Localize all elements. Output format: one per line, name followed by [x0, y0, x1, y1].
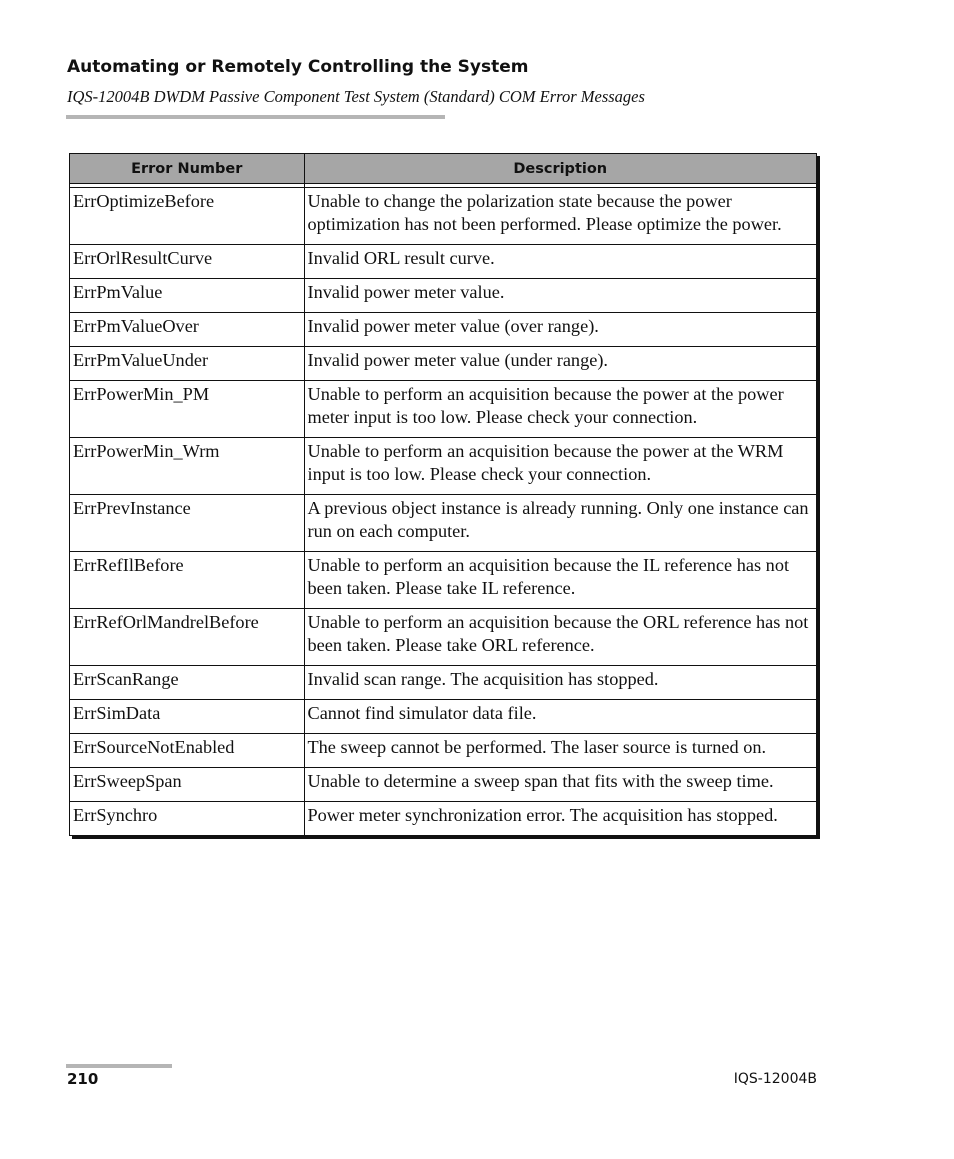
page-number: 210 — [67, 1070, 99, 1088]
error-number-cell: ErrSynchro — [70, 802, 304, 836]
error-number-cell: ErrRefOrlMandrelBefore — [70, 609, 304, 666]
table-row — [70, 188, 816, 245]
error-number-cell: ErrSimData — [70, 700, 304, 734]
error-number-cell: ErrPmValueUnder — [70, 347, 304, 381]
description-cell: Unable to perform an acquisition because the ORL reference has not been taken. Please take ORL reference. — [304, 609, 816, 666]
error-number-cell: ErrPowerMin_Wrm — [70, 438, 304, 495]
table-body — [70, 184, 816, 836]
description-cell: Unable to perform an acquisition because the power at the WRM input is too low. Please check your connection. — [304, 438, 816, 495]
table-row — [70, 552, 816, 609]
error-number-cell: ErrRefIlBefore — [70, 552, 304, 609]
error-number-cell: ErrSweepSpan — [70, 768, 304, 802]
table-row — [70, 438, 816, 495]
description-cell: The sweep cannot be performed. The laser source is turned on. — [304, 734, 816, 768]
description-cell: Invalid ORL result curve. — [304, 245, 816, 279]
error-number-cell: ErrSourceNotEnabled — [70, 734, 304, 768]
table-row — [70, 279, 816, 313]
section-title: Automating or Remotely Controlling the System — [67, 57, 529, 77]
table-row — [70, 666, 816, 700]
description-cell: Power meter synchronization error. The acquisition has stopped. — [307, 805, 778, 825]
description-cell: Unable to determine a sweep span that fits with the sweep time. — [304, 768, 816, 802]
description-cell: Invalid scan range. The acquisition has stopped. — [304, 666, 816, 700]
description-cell: Invalid power meter value (under range). — [304, 347, 816, 381]
description-cell: Cannot find simulator data file. — [304, 700, 816, 734]
table-row — [70, 495, 816, 552]
column-header-description: Description — [304, 154, 816, 184]
table-row — [70, 802, 816, 836]
description-cell: Unable to perform an acquisition because the power at the power meter input is too low. Please check your connection. — [304, 381, 816, 438]
table-header-row — [70, 154, 816, 184]
table-row — [70, 609, 816, 666]
table-row — [70, 734, 816, 768]
footer-divider — [66, 1064, 172, 1068]
error-messages-table — [70, 154, 816, 835]
error-table-container — [69, 153, 817, 836]
description-cell: Invalid power meter value (over range). — [304, 313, 816, 347]
description-cell: Unable to change the polarization state because the power optimization has not been performed. Please optimize the power. — [304, 188, 816, 245]
error-number-cell: ErrOrlResultCurve — [70, 245, 304, 279]
header-divider — [66, 115, 445, 119]
error-number-cell: ErrScanRange — [70, 666, 304, 700]
error-number-cell: ErrOptimizeBefore — [70, 188, 304, 245]
error-number-cell: ErrPmValueOver — [70, 313, 304, 347]
table-row — [70, 313, 816, 347]
document-subtitle: IQS-12004B DWDM Passive Component Test System (Standard) COM Error Messages — [67, 87, 645, 106]
table-row — [70, 768, 816, 802]
table-row — [70, 381, 816, 438]
table-row — [70, 245, 816, 279]
description-cell: A previous object instance is already running. Only one instance can run on each computer. — [304, 495, 816, 552]
error-number-cell: ErrPrevInstance — [70, 495, 304, 552]
column-header-error-number: Error Number — [70, 154, 304, 184]
document-code: IQS-12004B — [733, 1071, 817, 1087]
table-row — [70, 700, 816, 734]
error-number-cell: ErrPowerMin_PM — [70, 381, 304, 438]
description-cell: Invalid power meter value. — [304, 279, 816, 313]
error-number-cell: ErrPmValue — [70, 279, 304, 313]
table-row — [70, 347, 816, 381]
description-cell: Unable to perform an acquisition because the IL reference has not been taken. Please take IL reference. — [304, 552, 816, 609]
